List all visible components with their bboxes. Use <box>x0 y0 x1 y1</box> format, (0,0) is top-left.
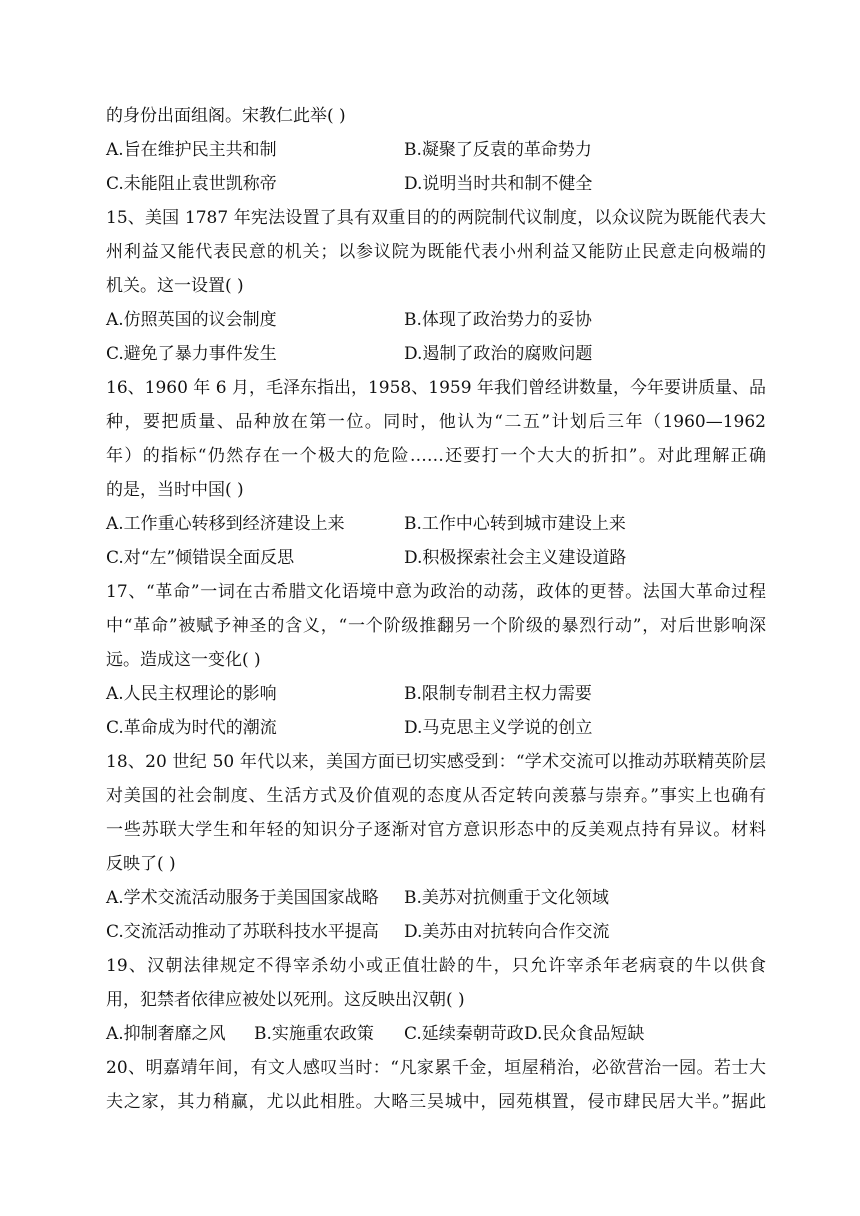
q20-stem-line: 20、明嘉靖年间，有文人感叹当时：“凡家累千金，垣屋稍治，必欲营治一园。若士大 <box>106 1058 766 1078</box>
q16-option-a: A.工作重心转移到经济建设上来 <box>106 514 345 534</box>
q17-option-d: D.马克思主义学说的创立 <box>404 718 593 738</box>
q18-stem-line: 对美国的社会制度、生活方式及价值观的态度从否定转向羡慕与崇弃。”事实上也确有 <box>106 786 766 806</box>
q17-option-a: A.人民主权理论的影响 <box>106 684 277 704</box>
q14-option-a: A.旨在维护民主共和制 <box>106 140 277 160</box>
q16-stem-line: 年）的指标“仍然存在一个极大的危险……还要打一个大大的折扣”。对此理解正确 <box>106 446 766 466</box>
q14-option-b: B.凝聚了反袁的革命势力 <box>404 140 592 160</box>
q17-option-c: C.革命成为时代的潮流 <box>106 718 277 738</box>
q15-stem-line: 机关。这一设置( ) <box>106 276 244 296</box>
q18-option-d: D.美苏由对抗转向合作交流 <box>404 922 610 942</box>
q18-option-a: A.学术交流活动服务于美国国家战略 <box>106 888 379 908</box>
q18-stem-line: 反映了( ) <box>106 854 176 874</box>
q16-stem-line: 16、1960 年 6 月，毛泽东指出，1958、1959 年我们曾经讲数量，今年要讲质量、品 <box>106 378 766 398</box>
q14-option-d: D.说明当时共和制不健全 <box>404 174 593 194</box>
q18-stem-line: 18、20 世纪 50 年代以来，美国方面已切实感受到：“学术交流可以推动苏联精英阶层 <box>106 752 766 772</box>
q18-option-b: B.美苏对抗侧重于文化领域 <box>404 888 609 908</box>
q17-stem-line: 中“革命”被赋予神圣的含义，“一个阶级推翻另一个阶级的暴烈行动”，对后世影响深 <box>106 616 766 636</box>
q15-option-d: D.遏制了政治的腐败问题 <box>404 344 593 364</box>
q16-option-d: D.积极探索社会主义建设道路 <box>404 548 627 568</box>
q15-stem-line: 州利益又能代表民意的机关；以参议院为既能代表小州利益又能防止民意走向极端的 <box>106 242 766 262</box>
q16-stem-line: 的是，当时中国( ) <box>106 480 244 500</box>
q15-option-a: A.仿照英国的议会制度 <box>106 310 277 330</box>
q15-option-b: B.体现了政治势力的妥协 <box>404 310 592 330</box>
q14-option-c: C.未能阻止袁世凯称帝 <box>106 174 277 194</box>
q16-stem-line: 种，要把质量、品种放在第一位。同时，他认为“二五”计划后三年（1960—1962 <box>106 412 766 432</box>
q20-stem-line: 夫之家，其力稍赢，尤以此相胜。大略三吴城中，园苑棋置，侵市肆民居大半。”据此 <box>106 1092 766 1112</box>
q17-stem-line: 17、“革命”一词在古希腊文化语境中意为政治的动荡，政体的更替。法国大革命过程 <box>106 582 766 602</box>
q14-stem-tail: 的身份出面组阁。宋教仁此举( ) <box>106 106 346 126</box>
q19-option-a: A.抑制奢靡之风 <box>106 1024 226 1044</box>
q15-stem-line: 15、美国 1787 年宪法设置了具有双重目的的两院制代议制度，以众议院为既能代表大 <box>106 208 766 228</box>
q19-option-c: C.延续秦朝苛政 <box>404 1024 524 1044</box>
q18-stem-line: 一些苏联大学生和年轻的知识分子逐渐对官方意识形态中的反美观点持有异议。材料 <box>106 820 766 840</box>
q19-stem-line: 19、汉朝法律规定不得宰杀幼小或正值壮龄的牛，只允许宰杀年老病衰的牛以供食 <box>106 956 766 976</box>
q16-option-b: B.工作中心转到城市建设上来 <box>404 514 626 534</box>
q19-option-d: D.民众食品短缺 <box>524 1024 645 1044</box>
q15-option-c: C.避免了暴力事件发生 <box>106 344 277 364</box>
q19-option-b: B.实施重农政策 <box>254 1024 374 1044</box>
q17-option-b: B.限制专制君主权力需要 <box>404 684 592 704</box>
q16-option-c: C.对“左”倾错误全面反思 <box>106 548 295 568</box>
q17-stem-line: 远。造成这一变化( ) <box>106 650 261 670</box>
q19-stem-line: 用，犯禁者依律应被处以死刑。这反映出汉朝( ) <box>106 990 465 1010</box>
q18-option-c: C.交流活动推动了苏联科技水平提高 <box>106 922 379 942</box>
